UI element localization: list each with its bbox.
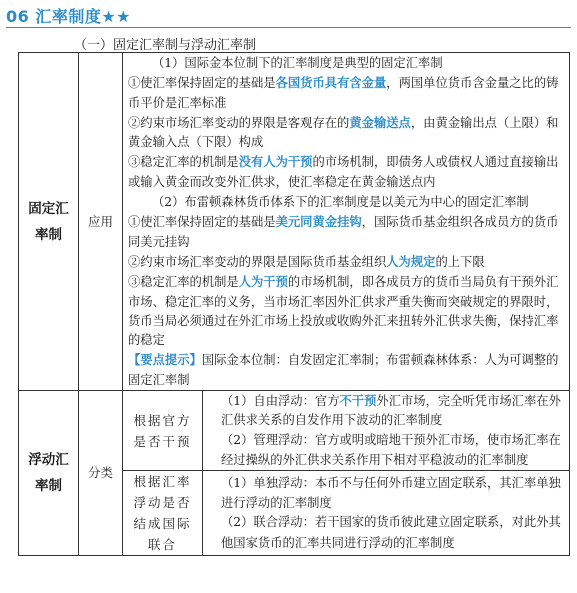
line-text: ，由黄金输出点（上限）和黄金输入点（下限）构成 bbox=[128, 115, 559, 150]
fixed-rate-content bbox=[123, 53, 570, 391]
fixed-rate-row bbox=[19, 53, 570, 391]
joint-float-detail bbox=[203, 471, 570, 556]
criterion-official-intervention: 根据官方是否干预 bbox=[123, 391, 203, 471]
floating-rate-subcategory: 分类 bbox=[79, 391, 123, 556]
tip-text: 国际金本位制：自发固定汇率制；布雷顿森林体系：人为可调整的固定汇率制 bbox=[128, 353, 559, 387]
highlighted-term: 黄金输送点 bbox=[349, 114, 411, 130]
content-line bbox=[209, 513, 565, 553]
highlighted-term: 不干预 bbox=[339, 393, 377, 409]
line-text: （2）联合浮动：若干国家的货币彼此建立固定联系，对此外其他国家货币的汇率共同进行浮动的汇率制度 bbox=[221, 515, 561, 550]
content-line bbox=[128, 212, 565, 252]
content-line bbox=[128, 192, 565, 212]
line-text: （1）国际金本位制下的汇率制度是典型的固定汇率制 bbox=[152, 56, 443, 70]
content-line bbox=[128, 252, 565, 272]
line-text: ③稳定汇率的机制是 bbox=[128, 275, 239, 290]
content-line bbox=[209, 474, 565, 514]
content-line bbox=[128, 73, 565, 113]
line-text: ②约束市场汇率变动的界限是国际货币基金组织 bbox=[128, 254, 387, 269]
line-text: （1）自由浮动：官方 bbox=[221, 394, 340, 409]
section-heading: 06 汇率制度★★ bbox=[6, 4, 571, 28]
content-line bbox=[209, 431, 565, 471]
line-text: 外汇市场，完全听凭市场汇率在外汇供求关系的自发作用下波动的汇率制度 bbox=[221, 394, 561, 428]
line-text: ③稳定汇率的机制是 bbox=[128, 155, 239, 170]
content-line bbox=[128, 152, 565, 192]
line-text: 的市场机制，即各成员方的货币当局负有干预外汇市场、稳定汇率的义务，当市场汇率因外汇供求严重失衡而突破规定的界限时，货币当局必须通过在外汇市场上投放或收购外汇来扭转外汇供求失衡，保持汇率的稳定 bbox=[128, 275, 559, 348]
line-text: ，两国单位货币含金量之比的铸币平价是汇率标准 bbox=[128, 76, 559, 110]
fixed-rate-subcategory: 应用 bbox=[79, 53, 123, 391]
content-line bbox=[128, 53, 565, 73]
line-text: （1）单独浮动：本币不与任何外币建立固定联系，其汇率单独进行浮动的汇率制度 bbox=[221, 475, 561, 510]
highlighted-term: 各国货币具有含金量 bbox=[275, 75, 387, 91]
line-text: （2）布雷顿森林货币体系下的汇率制度是以美元为中心的固定汇率制 bbox=[152, 195, 529, 210]
content-line bbox=[209, 391, 565, 431]
fixed-rate-category: 固定汇率制 bbox=[19, 53, 79, 391]
section-subheading: （一）固定汇率制与浮动汇率制 bbox=[74, 38, 257, 53]
criterion-joint-float: 根据汇率浮动是否结成国际联合 bbox=[123, 471, 203, 556]
line-text: ②约束市场汇率变动的界限是客观存在的 bbox=[128, 115, 350, 130]
line-text: ，国际货币基金组织各成员方的货币同美元挂钩 bbox=[128, 215, 559, 249]
line-text: ①使汇率保持固定的基础是 bbox=[128, 215, 276, 230]
official-intervention-detail bbox=[203, 391, 570, 471]
floating-rate-category: 浮动汇率制 bbox=[19, 391, 79, 556]
floating-rate-row-1 bbox=[19, 391, 570, 471]
highlighted-term: 美元同黄金挂钩 bbox=[275, 214, 362, 230]
line-text: ①使汇率保持固定的基础是 bbox=[128, 76, 276, 91]
highlighted-term: 人为干预 bbox=[238, 274, 288, 290]
line-text: （2）管理浮动：官方或明或暗地干预外汇市场，使市场汇率在经过操纵的外汇供求关系作用下相对平稳波动的汇率制度 bbox=[221, 432, 561, 467]
content-line bbox=[128, 272, 565, 350]
exchange-rate-table bbox=[18, 52, 570, 556]
line-text: 的市场机制，即债务人或债权人通过直接输出或输入黄金而改变外汇供求，使汇率稳定在黄金输送点内 bbox=[128, 155, 559, 189]
line-text: 的上下限 bbox=[435, 254, 485, 269]
content-line bbox=[128, 113, 565, 153]
tip-label: 【要点提示】 bbox=[128, 352, 202, 368]
tip-line bbox=[128, 350, 565, 390]
highlighted-term: 人为规定 bbox=[386, 253, 436, 269]
highlighted-term: 没有人为干预 bbox=[238, 154, 313, 170]
